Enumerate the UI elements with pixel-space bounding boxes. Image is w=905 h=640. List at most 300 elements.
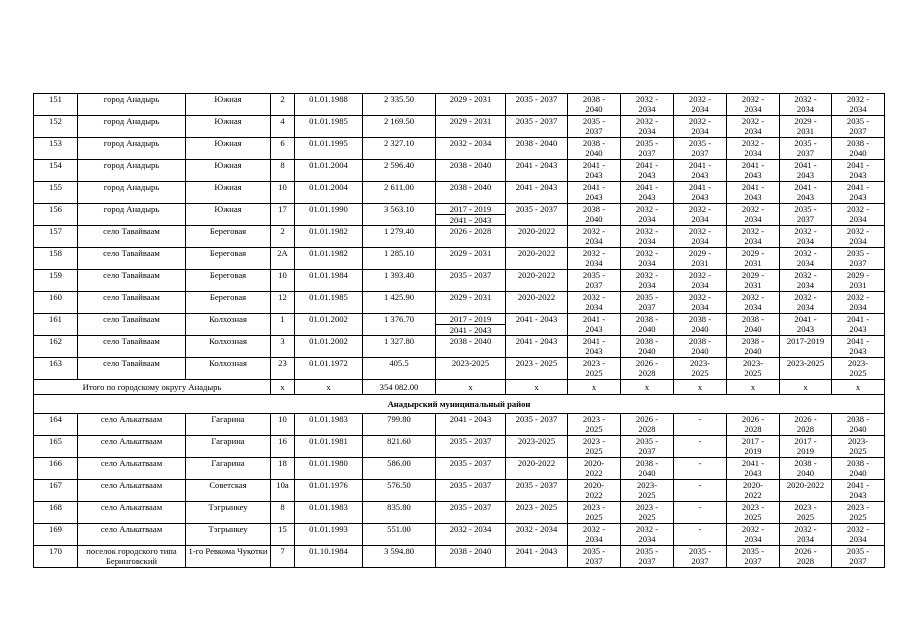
period-cell: 2035 - 2037 [506, 204, 568, 226]
year-range-cell: 2041 - 2043 [568, 160, 621, 182]
street-cell: Южная [186, 138, 271, 160]
year-range-cell: 2032 - 2034 [621, 204, 674, 226]
date-cell: 01.01.1982 [295, 248, 363, 270]
date-cell: 01.01.1984 [295, 270, 363, 292]
year-range-cell: 2032 - 2034 [780, 226, 832, 248]
area-cell: 2 335.50 [363, 94, 436, 116]
area-cell: 586.00 [363, 458, 436, 480]
house-cell: 15 [271, 524, 295, 546]
area-cell: 1 425.90 [363, 292, 436, 314]
period-cell: 2041 - 2043 [506, 160, 568, 182]
date-cell: 01.01.2002 [295, 314, 363, 336]
total-area: 354 082.00 [363, 380, 436, 395]
row-number: 160 [34, 292, 78, 314]
total-cell: х [674, 380, 727, 395]
house-cell: 1 [271, 314, 295, 336]
year-range-cell: 2023- 2025 [674, 358, 727, 380]
period-cell: 2023 - 2025 [506, 502, 568, 524]
year-range-cell: - [674, 458, 727, 480]
table-total [34, 380, 885, 414]
date-cell: 01.01.1993 [295, 524, 363, 546]
year-range-cell: 2041 - 2043 [780, 314, 832, 336]
house-cell: 4 [271, 116, 295, 138]
year-range-cell: 2032 - 2034 [568, 524, 621, 546]
year-range-cell: 2032 - 2034 [727, 226, 780, 248]
date-cell: 01.01.2004 [295, 160, 363, 182]
year-range-cell: 2032 - 2034 [780, 248, 832, 270]
year-range-cell: 2023- 2025 [832, 436, 885, 458]
year-range-cell: 2032 - 2034 [727, 138, 780, 160]
year-range-cell: 2023- 2025 [621, 480, 674, 502]
year-range-cell: 2041 - 2043 [568, 314, 621, 336]
year-range-cell: 2032 - 2034 [674, 226, 727, 248]
period-cell: 2035 - 2037 [506, 414, 568, 436]
year-range-cell: 2032 - 2034 [621, 116, 674, 138]
year-range-cell: 2035 - 2037 [568, 116, 621, 138]
year-range-cell: 2038 - 2040 [832, 458, 885, 480]
year-range-cell: 2041 - 2043 [832, 336, 885, 358]
house-cell: 10 [271, 182, 295, 204]
period-cell: 2035 - 2037 [506, 94, 568, 116]
table-row [34, 138, 885, 160]
street-cell: Береговая [186, 226, 271, 248]
period-cell: 2020-2022 [506, 292, 568, 314]
settlement-cell: поселок городского типа Беринговский [78, 546, 186, 568]
table-row [34, 480, 885, 502]
period-cell: 2020-2022 [506, 248, 568, 270]
year-range-cell: 2023 - 2025 [568, 436, 621, 458]
table-row [34, 502, 885, 524]
date-cell: 01.01.1990 [295, 204, 363, 226]
total-cell: х [271, 380, 295, 395]
period-cell: 2020-2022 [506, 226, 568, 248]
settlement-cell: село Алькатваам [78, 524, 186, 546]
period-cell: 2035 - 2037 [436, 270, 506, 292]
year-range-cell: 2023 - 2025 [621, 502, 674, 524]
settlement-cell: село Тавайваам [78, 314, 186, 336]
settlement-cell: город Анадырь [78, 94, 186, 116]
year-range-cell: 2032 - 2034 [780, 524, 832, 546]
period-part: 2041 - 2043 [449, 215, 492, 225]
year-range-cell: 2023 - 2025 [832, 502, 885, 524]
register-table [33, 93, 885, 568]
year-range-cell: 2032 - 2034 [568, 226, 621, 248]
year-range-cell: 2035 - 2037 [780, 204, 832, 226]
period-cell: 2020-2022 [506, 270, 568, 292]
total-cell: х [621, 380, 674, 395]
period-cell: 2038 - 2040 [506, 138, 568, 160]
settlement-cell: село Тавайваам [78, 226, 186, 248]
year-range-cell: 2023 - 2025 [568, 414, 621, 436]
period-cell: 2041 - 2043 [506, 546, 568, 568]
street-cell: Южная [186, 182, 271, 204]
year-range-cell: 2041 - 2043 [568, 182, 621, 204]
period-cell: 2029 - 2031 [436, 116, 506, 138]
row-number: 165 [34, 436, 78, 458]
street-cell: Колхозная [186, 358, 271, 380]
street-cell: Южная [186, 116, 271, 138]
year-range-cell: 2041 - 2043 [727, 458, 780, 480]
table-row [34, 314, 885, 336]
date-cell: 01.01.1980 [295, 458, 363, 480]
row-number: 169 [34, 524, 78, 546]
year-range-cell: 2035 - 2037 [832, 116, 885, 138]
year-range-cell: - [674, 436, 727, 458]
year-range-cell: 2029 - 2031 [727, 270, 780, 292]
settlement-cell: село Алькатваам [78, 480, 186, 502]
street-cell: Южная [186, 94, 271, 116]
street-cell: Тэгрынкеу [186, 524, 271, 546]
table-row [34, 524, 885, 546]
area-cell: 2 327.10 [363, 138, 436, 160]
date-cell: 01.01.1995 [295, 138, 363, 160]
year-range-cell: 2026 - 2028 [621, 358, 674, 380]
row-number: 161 [34, 314, 78, 336]
settlement-cell: село Тавайваам [78, 248, 186, 270]
year-range-cell: 2035 - 2037 [621, 546, 674, 568]
year-range-cell: 2020-2022 [780, 480, 832, 502]
row-number: 164 [34, 414, 78, 436]
year-range-cell: 2038 - 2040 [832, 138, 885, 160]
area-cell: 799.80 [363, 414, 436, 436]
street-cell: Колхозная [186, 314, 271, 336]
year-range-cell: 2032 - 2034 [674, 94, 727, 116]
year-range-cell: 2041 - 2043 [780, 182, 832, 204]
total-cell: х [832, 380, 885, 395]
row-number: 157 [34, 226, 78, 248]
street-cell: 1-го Ревкома Чукотки [186, 546, 271, 568]
date-cell: 01.01.1981 [295, 436, 363, 458]
year-range-cell: 2041 - 2043 [674, 182, 727, 204]
year-range-cell: 2026 - 2028 [780, 546, 832, 568]
house-cell: 8 [271, 160, 295, 182]
house-cell: 2А [271, 248, 295, 270]
period-cell: 2023-2025 [506, 436, 568, 458]
house-cell: 8 [271, 502, 295, 524]
date-cell: 01.10.1984 [295, 546, 363, 568]
settlement-cell: город Анадырь [78, 182, 186, 204]
settlement-cell: город Анадырь [78, 116, 186, 138]
house-cell: 6 [271, 138, 295, 160]
row-number: 156 [34, 204, 78, 226]
year-range-cell: 2041 - 2043 [832, 182, 885, 204]
year-range-cell: 2032 - 2034 [568, 248, 621, 270]
period-cell: 2038 - 2040 [436, 160, 506, 182]
year-range-cell: 2035 - 2037 [568, 546, 621, 568]
house-cell: 10а [271, 480, 295, 502]
total-cell: х [780, 380, 832, 395]
period-cell: 2023 - 2025 [506, 358, 568, 380]
area-cell: 2 611.00 [363, 182, 436, 204]
date-cell: 01.01.1988 [295, 94, 363, 116]
year-range-cell: 2038 - 2040 [621, 336, 674, 358]
period-cell: 2035 - 2037 [436, 436, 506, 458]
date-cell: 01.01.1985 [295, 116, 363, 138]
year-range-cell: 2041 - 2043 [832, 314, 885, 336]
year-range-cell: 2023- 2025 [832, 358, 885, 380]
settlement-cell: село Тавайваам [78, 358, 186, 380]
year-range-cell: 2032 - 2034 [780, 94, 832, 116]
street-cell: Береговая [186, 292, 271, 314]
year-range-cell: 2038 - 2040 [780, 458, 832, 480]
street-cell: Гагарина [186, 414, 271, 436]
date-cell: 01.01.1976 [295, 480, 363, 502]
house-cell: 7 [271, 546, 295, 568]
period-cell: 2041 - 2043 [506, 336, 568, 358]
year-range-cell: 2020- 2022 [568, 480, 621, 502]
year-range-cell: 2032 - 2034 [832, 226, 885, 248]
area-cell: 1 376.70 [363, 314, 436, 336]
year-range-cell: 2032 - 2034 [674, 116, 727, 138]
period-cell: 2038 - 2040 [436, 336, 506, 358]
house-cell: 2 [271, 226, 295, 248]
date-cell: 01.01.1985 [295, 292, 363, 314]
street-cell: Советская [186, 480, 271, 502]
area-cell: 2 169.50 [363, 116, 436, 138]
year-range-cell: 2029 - 2031 [674, 248, 727, 270]
date-cell: 01.01.1982 [295, 226, 363, 248]
year-range-cell: 2023 - 2025 [780, 502, 832, 524]
table-row [34, 436, 885, 458]
year-range-cell: 2017-2019 [780, 336, 832, 358]
settlement-cell: село Тавайваам [78, 336, 186, 358]
year-range-cell: 2038 - 2040 [832, 414, 885, 436]
year-range-cell: 2029 - 2031 [727, 248, 780, 270]
date-cell: 01.01.1983 [295, 414, 363, 436]
year-range-cell: 2035 - 2037 [621, 138, 674, 160]
house-cell: 12 [271, 292, 295, 314]
row-number: 158 [34, 248, 78, 270]
year-range-cell: 2041 - 2043 [568, 336, 621, 358]
period-split-cell [436, 314, 506, 336]
street-cell: Гагарина [186, 458, 271, 480]
year-range-cell: 2023 - 2025 [568, 502, 621, 524]
year-range-cell: 2041 - 2043 [832, 160, 885, 182]
row-number: 163 [34, 358, 78, 380]
year-range-cell: 2029 - 2031 [832, 270, 885, 292]
settlement-cell: город Анадырь [78, 138, 186, 160]
row-number: 159 [34, 270, 78, 292]
year-range-cell: 2017 - 2019 [727, 436, 780, 458]
total-row [34, 380, 885, 395]
year-range-cell: 2035 - 2037 [621, 436, 674, 458]
date-cell: 01.01.1972 [295, 358, 363, 380]
table-row [34, 414, 885, 436]
year-range-cell: 2023 - 2025 [568, 358, 621, 380]
year-range-cell: 2038 - 2040 [727, 314, 780, 336]
section-title: Анадырский муниципальный район [34, 395, 885, 414]
year-range-cell: 2032 - 2034 [621, 94, 674, 116]
total-cell: х [506, 380, 568, 395]
year-range-cell: 2020- 2022 [727, 480, 780, 502]
table-row [34, 226, 885, 248]
table-row [34, 270, 885, 292]
period-cell: 2020-2022 [506, 458, 568, 480]
year-range-cell: 2020- 2022 [568, 458, 621, 480]
year-range-cell: 2041 - 2043 [727, 160, 780, 182]
year-range-cell: 2041 - 2043 [621, 182, 674, 204]
period-split-cell [436, 204, 506, 226]
date-cell: 01.01.2002 [295, 336, 363, 358]
row-number: 168 [34, 502, 78, 524]
period-cell: 2029 - 2031 [436, 292, 506, 314]
street-cell: Южная [186, 204, 271, 226]
settlement-cell: село Тавайваам [78, 292, 186, 314]
year-range-cell: 2038 - 2040 [621, 314, 674, 336]
period-cell: 2032 - 2034 [436, 524, 506, 546]
year-range-cell: 2032 - 2034 [832, 524, 885, 546]
house-cell: 2 [271, 94, 295, 116]
year-range-cell: 2032 - 2034 [832, 94, 885, 116]
area-cell: 576.50 [363, 480, 436, 502]
year-range-cell: 2041 - 2043 [674, 160, 727, 182]
year-range-cell: 2032 - 2034 [727, 204, 780, 226]
year-range-cell: 2032 - 2034 [780, 292, 832, 314]
settlement-cell: село Алькатваам [78, 502, 186, 524]
table-row [34, 116, 885, 138]
year-range-cell: - [674, 502, 727, 524]
year-range-cell: 2032 - 2034 [832, 204, 885, 226]
period-cell: 2029 - 2031 [436, 248, 506, 270]
row-number: 162 [34, 336, 78, 358]
year-range-cell: - [674, 524, 727, 546]
settlement-cell: село Алькатваам [78, 436, 186, 458]
area-cell: 835.80 [363, 502, 436, 524]
year-range-cell: 2041 - 2043 [780, 160, 832, 182]
street-cell: Колхозная [186, 336, 271, 358]
year-range-cell: 2023- 2025 [727, 358, 780, 380]
year-range-cell: 2035 - 2037 [674, 546, 727, 568]
row-number: 167 [34, 480, 78, 502]
period-part: 2017 - 2019 [436, 204, 505, 215]
area-cell: 1 327.80 [363, 336, 436, 358]
year-range-cell: 2032 - 2034 [780, 270, 832, 292]
house-cell: 23 [271, 358, 295, 380]
table-row [34, 336, 885, 358]
area-cell: 1 393.40 [363, 270, 436, 292]
year-range-cell: 2026 - 2028 [621, 414, 674, 436]
row-number: 155 [34, 182, 78, 204]
year-range-cell: 2032 - 2034 [674, 204, 727, 226]
period-cell: 2041 - 2043 [436, 414, 506, 436]
area-cell: 2 596.40 [363, 160, 436, 182]
year-range-cell: 2041 - 2043 [727, 182, 780, 204]
period-part: 2017 - 2019 [436, 314, 505, 325]
year-range-cell: 2032 - 2034 [674, 292, 727, 314]
house-cell: 3 [271, 336, 295, 358]
table-row [34, 248, 885, 270]
year-range-cell: 2035 - 2037 [621, 292, 674, 314]
year-range-cell: 2035 - 2037 [780, 138, 832, 160]
year-range-cell: 2041 - 2043 [621, 160, 674, 182]
year-range-cell: 2035 - 2037 [832, 248, 885, 270]
period-cell: 2032 - 2034 [506, 524, 568, 546]
year-range-cell: 2032 - 2034 [727, 94, 780, 116]
total-cell: х [436, 380, 506, 395]
year-range-cell: 2032 - 2034 [727, 292, 780, 314]
street-cell: Южная [186, 160, 271, 182]
street-cell: Береговая [186, 270, 271, 292]
year-range-cell: 2035 - 2037 [727, 546, 780, 568]
period-cell: 2038 - 2040 [436, 182, 506, 204]
period-cell: 2035 - 2037 [436, 502, 506, 524]
year-range-cell: 2035 - 2037 [832, 546, 885, 568]
row-number: 153 [34, 138, 78, 160]
table-row [34, 94, 885, 116]
house-cell: 18 [271, 458, 295, 480]
row-number: 166 [34, 458, 78, 480]
settlement-cell: город Анадырь [78, 160, 186, 182]
table-body-district [34, 414, 885, 568]
table-row [34, 292, 885, 314]
settlement-cell: город Анадырь [78, 204, 186, 226]
period-cell: 2029 - 2031 [436, 94, 506, 116]
area-cell: 821.60 [363, 436, 436, 458]
year-range-cell: 2032 - 2034 [727, 116, 780, 138]
year-range-cell: 2038 - 2040 [674, 314, 727, 336]
area-cell: 551.00 [363, 524, 436, 546]
year-range-cell: 2023-2025 [780, 358, 832, 380]
row-number: 151 [34, 94, 78, 116]
street-cell: Гагарина [186, 436, 271, 458]
year-range-cell: 2032 - 2034 [621, 270, 674, 292]
year-range-cell: 2026 - 2028 [780, 414, 832, 436]
house-cell: 10 [271, 414, 295, 436]
period-cell: 2035 - 2037 [506, 480, 568, 502]
total-cell: х [295, 380, 363, 395]
house-cell: 10 [271, 270, 295, 292]
year-range-cell: - [674, 480, 727, 502]
year-range-cell: 2032 - 2034 [621, 524, 674, 546]
area-cell: 3 563.10 [363, 204, 436, 226]
year-range-cell: - [674, 414, 727, 436]
row-number: 170 [34, 546, 78, 568]
year-range-cell: 2038 - 2040 [674, 336, 727, 358]
area-cell: 1 285.10 [363, 248, 436, 270]
settlement-cell: село Алькатваам [78, 458, 186, 480]
table-row [34, 546, 885, 568]
row-number: 154 [34, 160, 78, 182]
table-row [34, 182, 885, 204]
year-range-cell: 2017 - 2019 [780, 436, 832, 458]
section-row [34, 395, 885, 414]
table-row [34, 358, 885, 380]
period-cell: 2026 - 2028 [436, 226, 506, 248]
total-cell: х [568, 380, 621, 395]
year-range-cell: 2038 - 2040 [568, 204, 621, 226]
period-cell: 2035 - 2037 [436, 458, 506, 480]
total-cell: х [727, 380, 780, 395]
year-range-cell: 2032 - 2034 [832, 292, 885, 314]
year-range-cell: 2032 - 2034 [621, 226, 674, 248]
table-row [34, 458, 885, 480]
house-cell: 17 [271, 204, 295, 226]
year-range-cell: 2032 - 2034 [727, 524, 780, 546]
house-cell: 16 [271, 436, 295, 458]
table-row [34, 160, 885, 182]
year-range-cell: 2038 - 2040 [568, 94, 621, 116]
year-range-cell: 2032 - 2034 [674, 270, 727, 292]
period-part: 2041 - 2043 [449, 325, 492, 335]
table-row [34, 204, 885, 226]
street-cell: Береговая [186, 248, 271, 270]
period-cell: 2041 - 2043 [506, 182, 568, 204]
date-cell: 01.01.2004 [295, 182, 363, 204]
period-cell: 2041 - 2043 [506, 314, 568, 336]
year-range-cell: 2038 - 2040 [727, 336, 780, 358]
period-cell: 2032 - 2034 [436, 138, 506, 160]
period-cell: 2038 - 2040 [436, 546, 506, 568]
